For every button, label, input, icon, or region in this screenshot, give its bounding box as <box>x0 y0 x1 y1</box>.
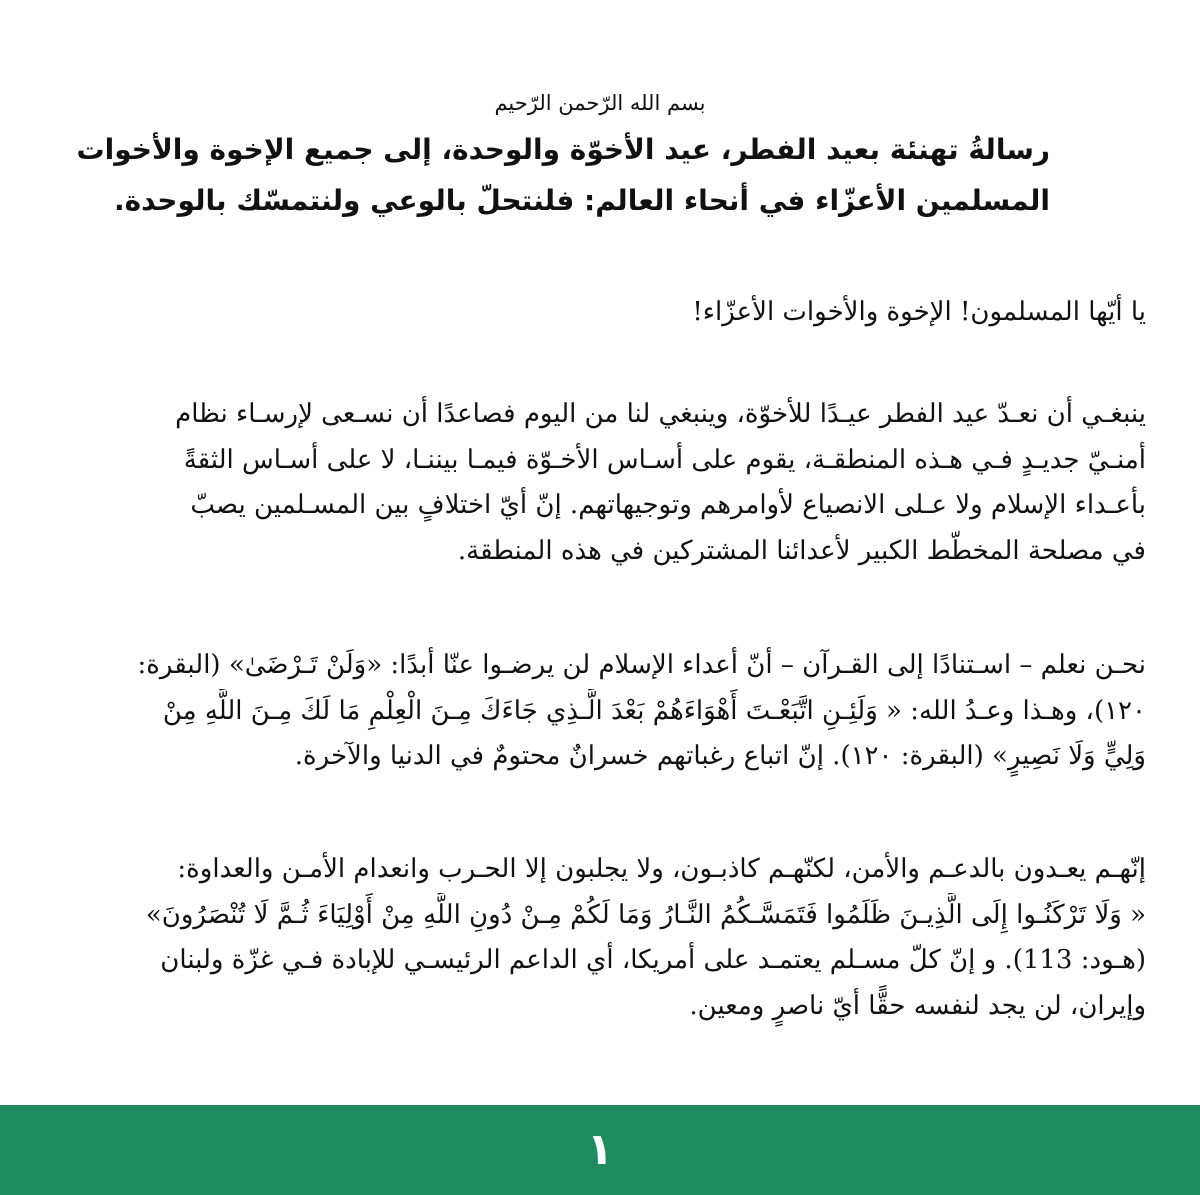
paragraph-line: إنّهـم يعـدون بالدعـم والأمن، لكنّهـم كاذبـون، ولا يجلبون إلا الحـرب وانعدام الأمـن والعداوة: <box>177 854 1146 884</box>
title-line: المسلمين الأعزّاء في أنحاء العالم: فلنتحلّ بالوعي ولنتمسّك بالوحدة. <box>113 184 1050 217</box>
page-number: ١ <box>586 1124 614 1175</box>
paragraph-line: وَلِيٍّ وَلَا نَصِيرٍ» (البقرة: ١٢٠). إنّ اتباع رغباتهم خسرانٌ محتومٌ في الدنيا والآخرة. <box>294 741 1146 771</box>
paragraph-line: وإيران، لن يجد لنفسه حقًّا أيّ ناصرٍ ومعين. <box>689 990 1146 1021</box>
title-line: رسالةُ تهنئة بعيد الفطر، عيد الأخوّة والوحدة، إلى جميع الإخوة والأخوات <box>76 133 1050 166</box>
paragraph-line: ١٢٠)، وهـذا وعـدُ الله: « وَلَئِـنِ اتَّبَعْـتَ أَهْوَاءَهُمْ بَعْدَ الَّـذِي جَاءَكَ مِـنَ الْعِلْمِ مَا لَكَ مِـنَ اللَّهِ مِنْ <box>162 695 1146 726</box>
paragraph-line: (هـود: 113). و إنّ كلّ مسـلم يعتمـد على أمريكا، أي الداعم الرئيسـي للإبادة فـي غزّة ولبنان <box>160 945 1146 975</box>
paragraph-line: « وَلَا تَرْكَنُـوا إِلَى الَّذِيـنَ ظَلَمُوا فَتَمَسَّـكُمُ النَّـارُ وَمَا لَكُمْ مِـنْ دُونِ اللَّهِ مِنْ أَوْلِيَاءَ ثُـمَّ لَا تُنْصَرُونَ» <box>145 899 1146 930</box>
letter-title <box>76 124 1050 226</box>
paragraph-line: ينبغـي أن نعـدّ عيد الفطر عيـدًا للأخوّة، وينبغي لنا من اليوم فصاعدًا أن نسـعى لإرسـاء نظام <box>175 399 1146 429</box>
greeting <box>54 290 1146 336</box>
paragraph-line: في مصلحة المخطّط الكبير لأعدائنا المشتركين في هذه المنطقة. <box>457 535 1146 566</box>
paragraph-quran-citation <box>54 643 1146 780</box>
greeting-text: يا أيّها المسلمون! الإخوة والأخوات الأعزّاء! <box>692 297 1146 327</box>
paragraph-brotherhood <box>54 392 1146 574</box>
paragraph-line: أمنـيّ جديـدٍ فـي هـذه المنطقـة، يقوم على أسـاس الأخـوّة فيمـا بيننـا، لا على أسـاس الثقةً <box>183 444 1146 475</box>
paragraph-false-promises <box>54 847 1146 1029</box>
paragraph-line: بأعـداء الإسلام ولا عـلى الانصياع لأوامرهم وتوجيهاتهم. إنّ أيّ اختلافٍ بين المسـلمين يصبّ <box>190 490 1146 520</box>
paragraph-line: نحـن نعلم – اسـتنادًا إلى القـرآن – أنّ أعداء الإسلام لن يرضـوا عنّا أبدًا: «وَلَنْ تَـرْضَىٰ» (البقرة: <box>137 650 1146 680</box>
footer-bar <box>0 1105 1200 1195</box>
basmala: بسم الله الرّحمن الرّحيم <box>494 91 706 115</box>
